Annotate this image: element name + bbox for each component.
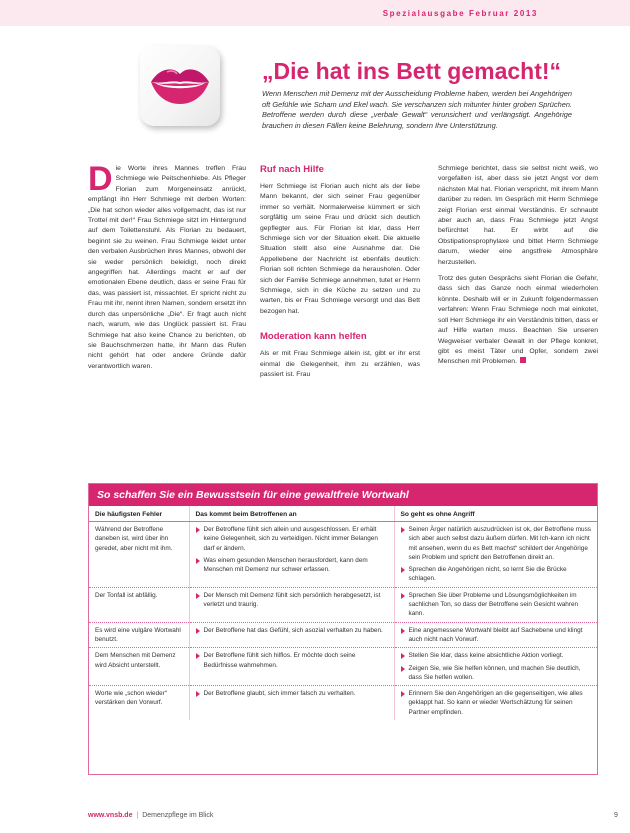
lips-graphic — [149, 64, 211, 106]
paragraph: Als er mit Frau Schmiege allein ist, gibt er ihr erst einmal die Gelegenheit, ihm zu erzählen, was passiert ist. Frau — [260, 350, 420, 379]
column-header: Das kommt beim Betroffenen an — [189, 506, 394, 522]
article-headline: „Die hat ins Bett gemacht!“ — [262, 58, 562, 84]
footer-url-link[interactable]: www.vnsb.de — [88, 812, 133, 819]
issue-label: Spezialausgabe Februar 2013 — [382, 9, 538, 18]
list-item: Sprechen die Angehörigen nicht, so lernt Sie die Brücke schlagen. — [401, 565, 594, 584]
list-item: Stellen Sie klar, dass keine absichtliche Aktion vorliegt. — [401, 651, 594, 660]
column-header: Die häufigsten Fehler — [89, 506, 189, 522]
fix-cell — [394, 587, 597, 622]
paragraph — [88, 160, 246, 372]
effect-cell — [189, 522, 394, 588]
article-column-1 — [88, 160, 246, 372]
paragraph-text: ie Worte ihres Mannes treffen Frau Schmiege wie Peitschenhiebe. Als Pfleger Florian zum Morgeneinsatz anrückt, empfängt ihn Herr Schmiege mit derben Worten: „Die hat schon wieder alles vollgemacht, das ist nur Trottel mit der!“ Frau Schmiege sitzt im Hintergrund auf dem Toilettenstuhl. Als Florian zu bedauert, beginnt sie zu weinen. Frau Schmiege leidet unter den verbalen Ausbrüchen ihres Mannes, obwohl der sie weder persönlich beleidigt, noch direkt angegriffen hat. Allerdings macht er auf der emotionalen Ebene deutlich, dass er seine Frau für das, was passiert ist, missachtet. Er spricht nicht zu Frau mit ihr, nennt ihren Namen, sondern ersetzt ihn durch das unpersönliche „Die“. Er fragt auch nicht nach, warum, wie das Unglück passiert ist. Frau Schmiege hat also keine Chance zu berichten, ob sie Bauchschmerzen hatte, ihr Mann das Rufen nicht gehört hat oder andere Gründe dafür verantwortlich waren. — [88, 165, 246, 370]
info-table — [89, 506, 597, 720]
error-cell: Dem Menschen mit Demenz wird Absicht unterstellt. — [89, 648, 189, 686]
end-mark-icon — [520, 357, 526, 363]
paragraph-final — [438, 274, 598, 368]
article-column-3 — [438, 164, 598, 368]
article-column-2 — [260, 164, 420, 381]
footer-publication-title: Demenzpflege im Blick — [142, 812, 214, 819]
list-item: Der Betroffene hat das Gefühl, sich asozial verhalten zu haben. — [196, 626, 390, 635]
info-box — [88, 483, 598, 775]
info-box-title: So schaffen Sie ein Bewusstsein für eine gewaltfreie Wortwahl — [89, 484, 597, 506]
footer-separator: | — [136, 812, 139, 819]
table-row — [89, 587, 597, 622]
effect-cell — [189, 622, 394, 648]
list-item: Seinen Ärger natürlich auszudrücken ist ok, der Betroffene muss sich aber auch selbst dazu äußern dürfen. Mit Ich-kann ich nicht mit ansehen, wenn du es Bett machst“ schildert der Angehörige sein Problem und spricht den Betroffenen direkt an. — [401, 525, 594, 562]
drop-cap: D — [88, 160, 113, 198]
effect-cell — [189, 587, 394, 622]
effect-cell — [189, 686, 394, 720]
table-header-row — [89, 506, 597, 522]
paragraph-text: Trotz des guten Gesprächs sieht Florian die Gefahr, dass sich das Ganze noch einmal wiederholen könnte. Deshalb will er in Zukunft folgendermassen verfahren: Wenn Frau Schmiege noch mal einkotet, soll Herr Schmiege ihr ein Verständnis bitten, dass er auf Hilfe warten muss. Beachten Sie unseren Wegweiser verbaler Gewalt in der Pflege konkret, gibt es meist Täter und Opfer, sondern zwei Menschen mit Problemen. — [438, 275, 598, 366]
list-item: Eine angemessene Wortwahl bleibt auf Sachebene und klingt auch nicht nach Vorwurf. — [401, 626, 594, 645]
paragraph: Schmiege berichtet, dass sie selbst nicht weiß, wo vorgefallen ist, aber dass sie jetzt Angst vor dem nächsten Mal hat. Florian verspricht, mit ihrem Mann darüber zu reden. Im Gespräch mit Herrn Schmiege zeigt Florian erst einmal Verständnis. Er schnaubt aber auch an, dass Frau Schmiege jetzt Angst befürchtet hat. Er wirbt auf die Obstipationsprophylaxe und bittet Herrn Schmiege darum, wieder eine angstfreie Atmosphäre herzustellen. — [438, 165, 598, 266]
error-cell: Während der Betroffene daneben ist, wird über ihn geredet, aber nicht mit ihm. — [89, 522, 189, 588]
footer — [88, 812, 213, 819]
effect-cell — [189, 648, 394, 686]
table-row — [89, 686, 597, 720]
fix-cell — [394, 686, 597, 720]
fix-cell — [394, 522, 597, 588]
paragraph: Herr Schmiege ist Florian auch nicht als der liebe Mann bekannt, der sich seiner Frau gegenüber immer so verhält. Normalerweise kümmert er sich sorgfältig um seine Frau und drückt sich deutlich gepflegter aus. Für Florian ist klar, dass Herr Schmiege sich vor der Situation ekelt. Die aktuelle Situation stellt also eine Ausnahme dar. Die Appellebene der Nachricht ist ebenfalls deutlich: Florian soll richten Schmiege da herausholen. Oder sich der Familie Schmiege annehmen, tutet er Herrn Schmiege, sich in die Küche zu setzen und zu warten, bis er Frau Schmiege versorgt und das Bett bezogen hat. — [260, 183, 420, 315]
table-row — [89, 648, 597, 686]
fix-cell — [394, 648, 597, 686]
page-number: 9 — [614, 812, 618, 819]
subheading-ruf-nach-hilfe: Ruf nach Hilfe — [260, 164, 324, 175]
error-cell: Der Tonfall ist abfällig. — [89, 587, 189, 622]
list-item: Der Mensch mit Demenz fühlt sich persönlich herabgesetzt, ist verletzt und traurig. — [196, 591, 390, 610]
list-item: Der Betroffene fühlt sich hilflos. Er möchte doch seine Bedürfnisse wahrnehmen. — [196, 651, 390, 670]
fix-cell — [394, 622, 597, 648]
list-item: Der Betroffene glaubt, sich immer falsch zu verhalten. — [196, 689, 390, 698]
column-header: So geht es ohne Angriff — [394, 506, 597, 522]
list-item: Sprechen Sie über Probleme und Lösungsmöglichkeiten im sachlichen Ton, so dass der Betroffene sein Gesicht wahren kann. — [401, 591, 594, 619]
error-cell: Es wird eine vulgäre Wortwahl benutzt. — [89, 622, 189, 648]
lips-icon — [140, 46, 220, 126]
list-item: Erinnern Sie den Angehörigen an die gegenseitigen, wie alles geklappt hat. So kann er wieder Wertschätzung für seinen Partner empfinden. — [401, 689, 594, 717]
table-row — [89, 622, 597, 648]
article-lead: Wenn Menschen mit Demenz mit der Ausscheidung Probleme haben, werden bei Angehörigen oft Gefühle wie Scham und Ekel wach. Sie verschanzen sich mitunter hinter groben Sprüchen. Betroffene werden durch diese „verbale Gewalt“ verunsichert und verlängstigt. Angehörige brauchen in diesen Fällen keine Belehrung, sondern Ihre Unterstützung. — [262, 89, 572, 130]
top-bar — [0, 0, 630, 26]
list-item: Der Betroffene fühlt sich allein und ausgeschlossen. Er erhält keine Gelegenheit, sich zu verteidigen. Nicht immer Belangen darf er ändern. — [196, 525, 390, 553]
table-row — [89, 522, 597, 588]
list-item: Zeigen Sie, wie Sie helfen können, und machen Sie deutlich, dass Sie helfen wollen. — [401, 664, 594, 683]
error-cell: Worte wie „schon wieder“ verstärken den Vorwurf. — [95, 690, 167, 707]
list-item: Was einem gesunden Menschen herausfordert, kann dem Menschen mit Demenz nur schwer erfassen. — [196, 556, 390, 575]
subheading-moderation: Moderation kann helfen — [260, 331, 367, 343]
